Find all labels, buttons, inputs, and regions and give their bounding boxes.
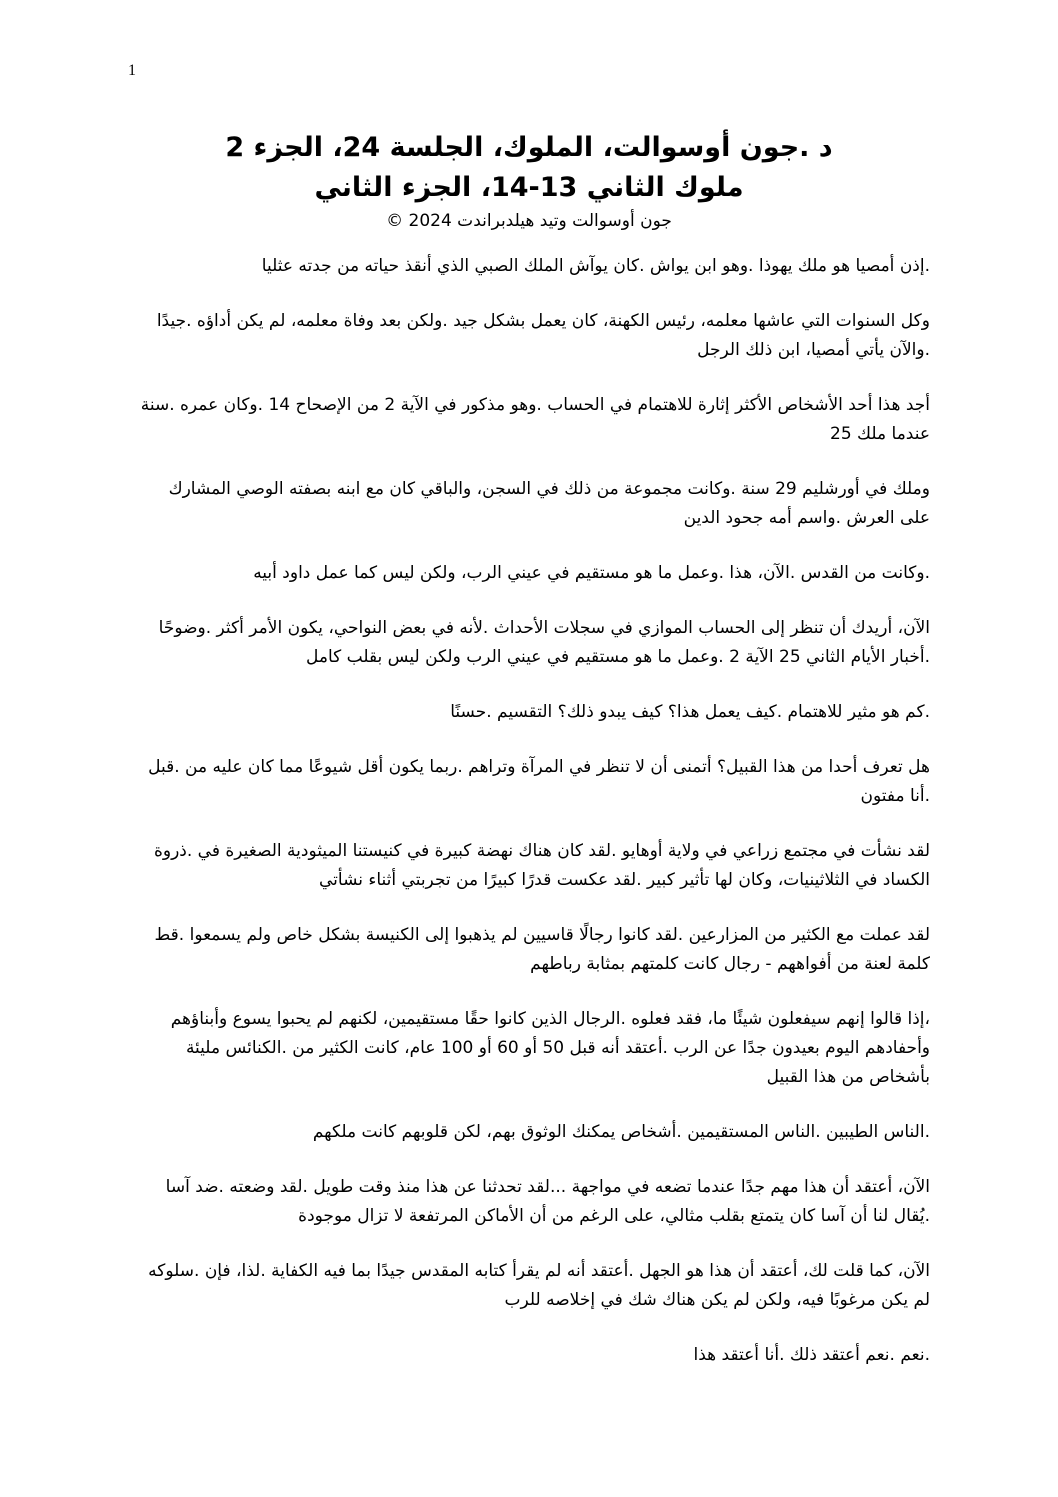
paragraph: .كم هو مثير للاهتمام .كيف يعمل هذا؟ كيف يبدو ذلك؟ التقسيم .حسنًا: [450, 702, 930, 722]
paragraph: .نعم .نعم أعتقد ذلك .أنا أعتقد هذا: [693, 1345, 930, 1365]
paragraph: .إذن أمصيا هو ملك يهوذا .وهو ابن يواش .كان يوآش الملك الصبي الذي أنقذ حياته من جدته عثليا: [261, 256, 930, 276]
paragraph: لقد نشأت في مجتمع زراعي في ولاية أوهايو .لقد كان هناك نهضة كبيرة في كنيستنا الميثودية الصغيرة في .ذروة الكساد في الثلاثينيات، وكان لها تأثير كبير .لقد عكست قدرًا كبيرًا من تجربتي أثناء نشأتي: [153, 841, 930, 890]
paragraph: الآن، كما قلت لك، أعتقد أن هذا هو الجهل .أعتقد أنه لم يقرأ كتابه المقدس جيدًا بما فيه الكفاية .لذا، فإن .سلوكه لم يكن مرغوبًا فيه، ولكن لم يكن هناك شك في إخلاصه للرب: [148, 1261, 930, 1310]
page-number: 1: [128, 62, 136, 79]
paragraph: أجد هذا أحد الأشخاص الأكثر إثارة للاهتمام في الحساب .وهو مذكور في الآية 2 من الإصحاح 14 .وكان عمره .سنة عندما ملك 25: [140, 395, 930, 444]
paragraph: الآن، أعتقد أن هذا مهم جدًا عندما تضعه في مواجهة ...لقد تحدثنا عن هذا منذ وقت طويل .لقد وضعته .ضد آسا .يُقال لنا أن آسا كان يتمتع بقلب مثالي، على الرغم من أن الأماكن المرتفعة لا تزال موجودة: [165, 1177, 930, 1226]
paragraph: .الناس الطيبين .الناس المستقيمين .أشخاص يمكنك الوثوق بهم، لكن قلوبهم كانت ملكهم: [312, 1122, 930, 1142]
document-body: [134, 252, 930, 1396]
paragraph: هل تعرف أحدا من هذا القبيل؟ أتمنى أن لا تنظر في المرآة وتراهم .ربما يكون أقل شيوعًا مما كان عليه من .قبل .أنا مفتون: [148, 757, 930, 806]
paragraph: وملك في أورشليم 29 سنة .وكانت مجموعة من ذلك في السجن، والباقي كان مع ابنه بصفته الوصي المشارك على العرش .واسم أمه جحود الدين: [168, 479, 930, 528]
document-subtitle: ملوك الثاني 13-14، الجزء الثاني: [314, 172, 744, 203]
paragraph: ،إذا قالوا إنهم سيفعلون شيئًا ما، فقد فعلوه .الرجال الذين كانوا حقًا مستقيمين، لكنهم لم يحبوا يسوع وأبناؤهم وأحفادهم اليوم بعيدون جدًا عن الرب .أعتقد أنه قبل 50 أو 60 أو 100 عام، كانت الكثير من .الكنائس مليئة بأشخاص من هذا القبيل: [170, 1009, 930, 1087]
document-title: د .جون أوسوالت، الملوك، الجلسة 24، الجزء 2: [225, 132, 833, 163]
paragraph: وكل السنوات التي عاشها معلمه، رئيس الكهنة، كان يعمل بشكل جيد .ولكن بعد وفاة معلمه، لم يكن أداؤه .جيدًا .والآن يأتي أمصيا، ابن ذلك الرجل: [156, 311, 930, 360]
document-header: [120, 128, 938, 234]
paragraph: لقد عملت مع الكثير من المزارعين .لقد كانوا رجالًا قاسيين لم يذهبوا إلى الكنيسة بشكل خاص ولم يسمعوا .قط كلمة لعنة من أفواههم - رجال كانت كلمتهم بمثابة رباطهم: [154, 925, 930, 974]
paragraph: .وكانت من القدس .الآن، هذا .وعمل ما هو مستقيم في عيني الرب، ولكن ليس كما عمل داود أبيه: [253, 563, 930, 583]
paragraph: الآن، أريدك أن تنظر إلى الحساب الموازي في سجلات الأحداث .لأنه في بعض النواحي، يكون الأمر أكثر .وضوحًا .أخبار الأيام الثاني 25 الآية 2 .وعمل ما هو مستقيم في عيني الرب ولكن ليس بقلب كامل: [158, 618, 930, 667]
copyright-notice: جون أوسوالت وتيد هيلدبراندت 2024 ©: [386, 211, 672, 231]
